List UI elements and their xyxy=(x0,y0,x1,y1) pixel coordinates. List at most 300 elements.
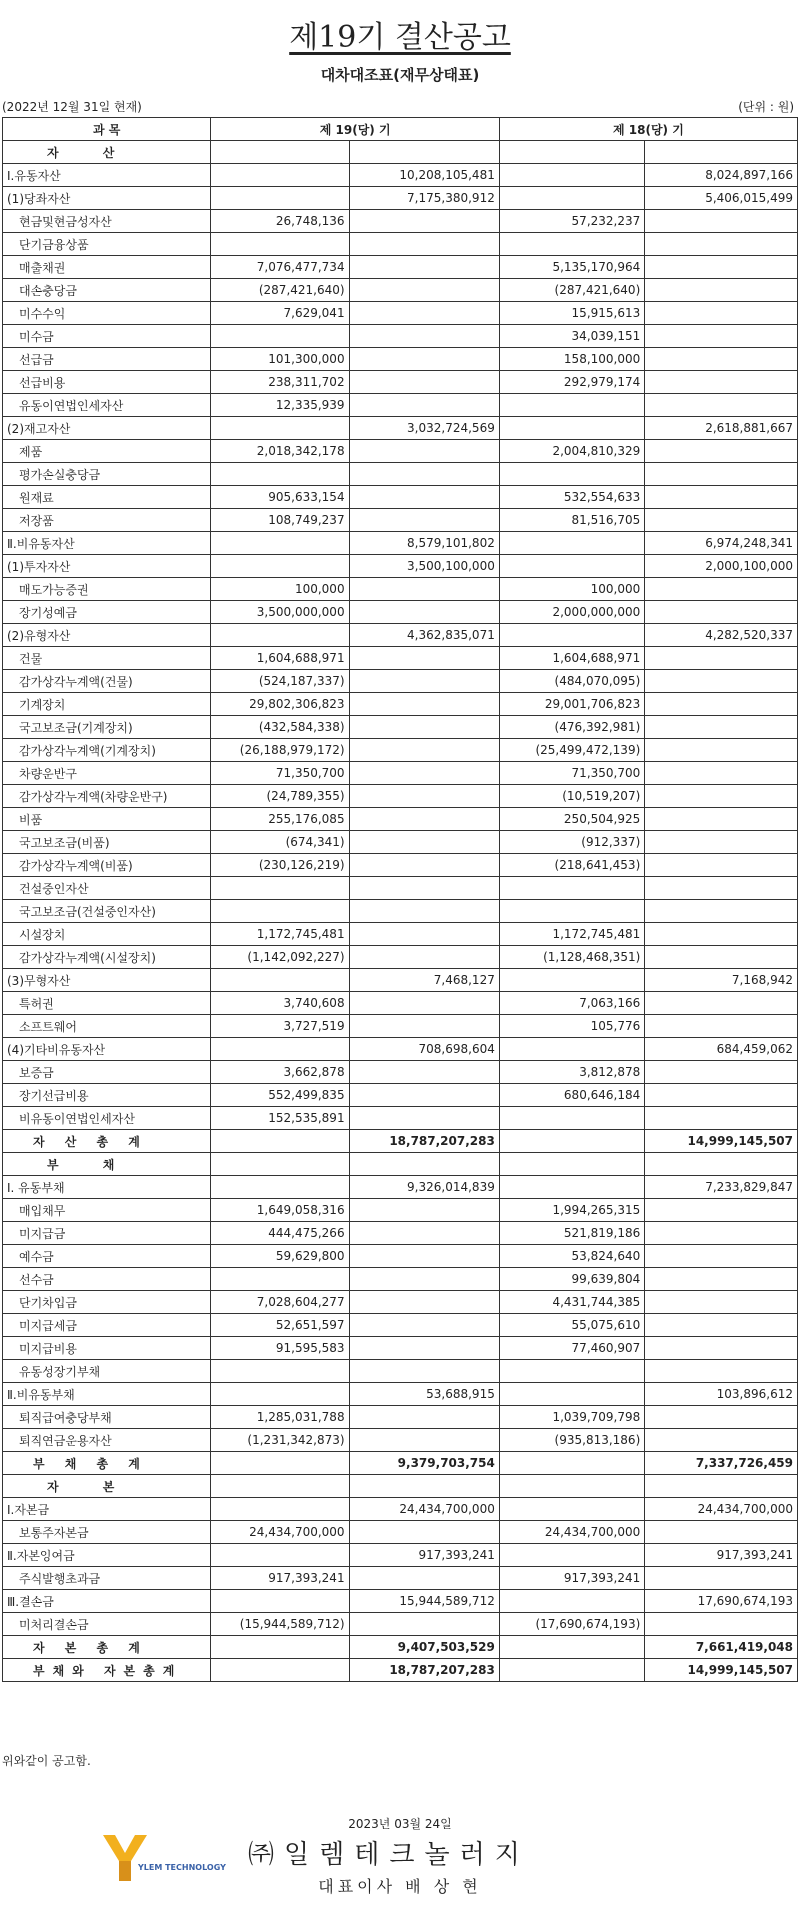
table-header-row xyxy=(3,118,798,141)
table-row xyxy=(3,1153,798,1176)
row-label: 차량운반구 xyxy=(3,762,211,785)
table-row xyxy=(3,486,798,509)
current-item-amount: 1,172,745,481 xyxy=(211,923,349,946)
current-subtotal-amount xyxy=(349,647,499,670)
document-subtitle: 대차대조표(재무상태표) xyxy=(320,66,480,84)
previous-subtotal-amount xyxy=(645,716,798,739)
publication-date: 2023년 03월 24일 xyxy=(348,1817,452,1831)
previous-subtotal-amount xyxy=(645,1406,798,1429)
current-subtotal-amount xyxy=(349,601,499,624)
previous-item-amount xyxy=(499,164,644,187)
previous-item-amount: 99,639,804 xyxy=(499,1268,644,1291)
previous-item-amount: 15,915,613 xyxy=(499,302,644,325)
current-item-amount: 3,740,608 xyxy=(211,992,349,1015)
table-row xyxy=(3,164,798,187)
table-row xyxy=(3,1245,798,1268)
current-subtotal-amount xyxy=(349,1222,499,1245)
current-subtotal-amount xyxy=(349,670,499,693)
previous-item-amount: 53,824,640 xyxy=(499,1245,644,1268)
previous-subtotal-amount xyxy=(645,233,798,256)
previous-subtotal-amount xyxy=(645,693,798,716)
current-item-amount: 255,176,085 xyxy=(211,808,349,831)
current-item-amount xyxy=(211,1659,349,1682)
current-item-amount: 108,749,237 xyxy=(211,509,349,532)
current-subtotal-amount xyxy=(349,1107,499,1130)
previous-subtotal-amount xyxy=(645,1337,798,1360)
current-subtotal-amount xyxy=(349,1084,499,1107)
table-row xyxy=(3,808,798,831)
current-subtotal-amount: 708,698,604 xyxy=(349,1038,499,1061)
row-label: 감가상각누계액(기계장치) xyxy=(3,739,211,762)
row-label: 자 본 총 계 xyxy=(3,1636,211,1659)
current-item-amount: (432,584,338) xyxy=(211,716,349,739)
current-item-amount: (524,187,337) xyxy=(211,670,349,693)
current-item-amount: 91,595,583 xyxy=(211,1337,349,1360)
previous-subtotal-amount xyxy=(645,601,798,624)
table-row xyxy=(3,1659,798,1682)
balance-sheet-table xyxy=(2,117,798,1682)
table-row xyxy=(3,946,798,969)
current-subtotal-amount xyxy=(349,716,499,739)
previous-item-amount: 24,434,700,000 xyxy=(499,1521,644,1544)
cell-empty xyxy=(349,1475,499,1498)
previous-item-amount xyxy=(499,900,644,923)
previous-item-amount: 29,001,706,823 xyxy=(499,693,644,716)
current-item-amount: 444,475,266 xyxy=(211,1222,349,1245)
table-row xyxy=(3,1498,798,1521)
previous-subtotal-amount: 103,896,612 xyxy=(645,1383,798,1406)
previous-subtotal-amount xyxy=(645,210,798,233)
previous-subtotal-amount xyxy=(645,808,798,831)
previous-item-amount: (484,070,095) xyxy=(499,670,644,693)
table-row xyxy=(3,877,798,900)
table-row xyxy=(3,1406,798,1429)
current-subtotal-amount xyxy=(349,946,499,969)
current-subtotal-amount: 9,407,503,529 xyxy=(349,1636,499,1659)
previous-subtotal-amount xyxy=(645,670,798,693)
current-item-amount xyxy=(211,532,349,555)
previous-subtotal-amount xyxy=(645,1567,798,1590)
row-label: 국고보조금(건설중인자산) xyxy=(3,900,211,923)
current-subtotal-amount xyxy=(349,1567,499,1590)
current-subtotal-amount xyxy=(349,1268,499,1291)
row-label: 부채와 자본총계 xyxy=(3,1659,211,1682)
current-item-amount xyxy=(211,417,349,440)
row-label: 감가상각누계액(건물) xyxy=(3,670,211,693)
previous-item-amount xyxy=(499,463,644,486)
previous-subtotal-amount xyxy=(645,647,798,670)
current-subtotal-amount xyxy=(349,325,499,348)
previous-item-amount xyxy=(499,1636,644,1659)
previous-item-amount: (25,499,472,139) xyxy=(499,739,644,762)
current-item-amount: 52,651,597 xyxy=(211,1314,349,1337)
current-item-amount: 1,649,058,316 xyxy=(211,1199,349,1222)
current-subtotal-amount xyxy=(349,1199,499,1222)
document-title: 제19기 결산공고 xyxy=(289,20,511,55)
previous-item-amount: 3,812,878 xyxy=(499,1061,644,1084)
current-subtotal-amount xyxy=(349,877,499,900)
cell-empty xyxy=(211,141,349,164)
current-item-amount xyxy=(211,1590,349,1613)
current-subtotal-amount: 18,787,207,283 xyxy=(349,1659,499,1682)
table-row xyxy=(3,762,798,785)
previous-subtotal-amount xyxy=(645,946,798,969)
row-label: 미처리결손금 xyxy=(3,1613,211,1636)
row-label: Ⅱ.자본잉여금 xyxy=(3,1544,211,1567)
row-label: 단기차입금 xyxy=(3,1291,211,1314)
previous-item-amount: (287,421,640) xyxy=(499,279,644,302)
previous-item-amount xyxy=(499,1590,644,1613)
table-row xyxy=(3,325,798,348)
previous-item-amount: 917,393,241 xyxy=(499,1567,644,1590)
previous-subtotal-amount xyxy=(645,1613,798,1636)
current-item-amount xyxy=(211,969,349,992)
section-label: 부 채 xyxy=(3,1153,211,1176)
table-row xyxy=(3,440,798,463)
previous-item-amount: 34,039,151 xyxy=(499,325,644,348)
row-label: Ⅱ.비유동자산 xyxy=(3,532,211,555)
current-subtotal-amount: 9,326,014,839 xyxy=(349,1176,499,1199)
table-row xyxy=(3,1199,798,1222)
cell-empty xyxy=(645,1475,798,1498)
previous-item-amount xyxy=(499,1176,644,1199)
row-label: (3)무형자산 xyxy=(3,969,211,992)
previous-subtotal-amount xyxy=(645,739,798,762)
current-item-amount: 59,629,800 xyxy=(211,1245,349,1268)
previous-item-amount: 7,063,166 xyxy=(499,992,644,1015)
previous-subtotal-amount: 684,459,062 xyxy=(645,1038,798,1061)
table-row xyxy=(3,1268,798,1291)
table-row xyxy=(3,992,798,1015)
current-subtotal-amount xyxy=(349,233,499,256)
current-item-amount: 552,499,835 xyxy=(211,1084,349,1107)
previous-subtotal-amount: 6,974,248,341 xyxy=(645,532,798,555)
current-item-amount: 12,335,939 xyxy=(211,394,349,417)
current-subtotal-amount: 15,944,589,712 xyxy=(349,1590,499,1613)
row-label: 비품 xyxy=(3,808,211,831)
cell-empty xyxy=(499,141,644,164)
current-subtotal-amount xyxy=(349,1360,499,1383)
previous-item-amount: 55,075,610 xyxy=(499,1314,644,1337)
current-item-amount: 26,748,136 xyxy=(211,210,349,233)
row-label: 기계장치 xyxy=(3,693,211,716)
previous-subtotal-amount xyxy=(645,394,798,417)
row-label: 유동이연법인세자산 xyxy=(3,394,211,417)
row-label: 미수금 xyxy=(3,325,211,348)
row-label: 선급비용 xyxy=(3,371,211,394)
announcement-note: 위와같이 공고함. xyxy=(2,1754,91,1768)
previous-item-amount xyxy=(499,417,644,440)
previous-item-amount xyxy=(499,1107,644,1130)
current-item-amount xyxy=(211,900,349,923)
previous-subtotal-amount: 8,024,897,166 xyxy=(645,164,798,187)
table-row xyxy=(3,670,798,693)
current-item-amount: 101,300,000 xyxy=(211,348,349,371)
previous-subtotal-amount xyxy=(645,1314,798,1337)
previous-subtotal-amount xyxy=(645,923,798,946)
current-item-amount: 1,285,031,788 xyxy=(211,1406,349,1429)
current-item-amount xyxy=(211,1268,349,1291)
cell-empty xyxy=(645,1153,798,1176)
table-row xyxy=(3,1636,798,1659)
previous-item-amount: 57,232,237 xyxy=(499,210,644,233)
previous-subtotal-amount xyxy=(645,256,798,279)
previous-subtotal-amount: 917,393,241 xyxy=(645,1544,798,1567)
row-label: 보증금 xyxy=(3,1061,211,1084)
report-date: (2022년 12월 31일 현재) xyxy=(2,100,142,114)
current-item-amount: 3,500,000,000 xyxy=(211,601,349,624)
current-subtotal-amount xyxy=(349,831,499,854)
balance-sheet-body xyxy=(3,118,798,1682)
previous-item-amount: 532,554,633 xyxy=(499,486,644,509)
table-row xyxy=(3,923,798,946)
table-row xyxy=(3,1176,798,1199)
current-item-amount: 3,662,878 xyxy=(211,1061,349,1084)
current-subtotal-amount xyxy=(349,440,499,463)
previous-item-amount: (17,690,674,193) xyxy=(499,1613,644,1636)
cell-empty xyxy=(211,1475,349,1498)
previous-subtotal-amount xyxy=(645,1521,798,1544)
current-item-amount xyxy=(211,1452,349,1475)
previous-item-amount xyxy=(499,233,644,256)
ceo-name: 대표이사 배 상 현 xyxy=(318,1877,482,1896)
row-label: 국고보조금(기계장치) xyxy=(3,716,211,739)
cell-empty xyxy=(349,1153,499,1176)
previous-item-amount xyxy=(499,624,644,647)
unit-label: (단위 : 원) xyxy=(738,100,794,114)
current-item-amount: 7,028,604,277 xyxy=(211,1291,349,1314)
previous-item-amount xyxy=(499,1360,644,1383)
current-item-amount xyxy=(211,187,349,210)
table-row xyxy=(3,1613,798,1636)
current-subtotal-amount xyxy=(349,1061,499,1084)
current-item-amount xyxy=(211,233,349,256)
row-label: 장기성예금 xyxy=(3,601,211,624)
previous-subtotal-amount: 5,406,015,499 xyxy=(645,187,798,210)
current-item-amount: 29,802,306,823 xyxy=(211,693,349,716)
header-previous-period: 제 18(당) 기 xyxy=(499,118,797,141)
cell-empty xyxy=(349,141,499,164)
previous-item-amount: 4,431,744,385 xyxy=(499,1291,644,1314)
previous-item-amount xyxy=(499,187,644,210)
current-item-amount: 152,535,891 xyxy=(211,1107,349,1130)
current-item-amount: (26,188,979,172) xyxy=(211,739,349,762)
current-subtotal-amount xyxy=(349,302,499,325)
previous-subtotal-amount xyxy=(645,877,798,900)
current-subtotal-amount xyxy=(349,1406,499,1429)
current-item-amount: (230,126,219) xyxy=(211,854,349,877)
previous-item-amount: (1,128,468,351) xyxy=(499,946,644,969)
current-subtotal-amount xyxy=(349,1314,499,1337)
table-row xyxy=(3,1291,798,1314)
section-label: 자 본 xyxy=(3,1475,211,1498)
row-label: 예수금 xyxy=(3,1245,211,1268)
cell-empty xyxy=(499,1153,644,1176)
current-item-amount: 3,727,519 xyxy=(211,1015,349,1038)
current-subtotal-amount xyxy=(349,762,499,785)
previous-item-amount xyxy=(499,394,644,417)
previous-subtotal-amount xyxy=(645,1291,798,1314)
row-label: 감가상각누계액(비품) xyxy=(3,854,211,877)
row-label: 자 산 총 계 xyxy=(3,1130,211,1153)
current-subtotal-amount: 3,500,100,000 xyxy=(349,555,499,578)
table-row xyxy=(3,1360,798,1383)
previous-item-amount xyxy=(499,1544,644,1567)
previous-item-amount xyxy=(499,1452,644,1475)
previous-subtotal-amount xyxy=(645,1015,798,1038)
current-subtotal-amount: 18,787,207,283 xyxy=(349,1130,499,1153)
row-label: Ⅰ.자본금 xyxy=(3,1498,211,1521)
row-label: 선급금 xyxy=(3,348,211,371)
row-label: 비유동이연법인세자산 xyxy=(3,1107,211,1130)
row-label: (2)유형자산 xyxy=(3,624,211,647)
table-row xyxy=(3,1130,798,1153)
current-subtotal-amount xyxy=(349,1521,499,1544)
previous-item-amount: 521,819,186 xyxy=(499,1222,644,1245)
current-subtotal-amount xyxy=(349,923,499,946)
previous-subtotal-amount xyxy=(645,1107,798,1130)
previous-subtotal-amount xyxy=(645,279,798,302)
table-row xyxy=(3,1452,798,1475)
previous-subtotal-amount xyxy=(645,1360,798,1383)
row-label: 부 채 총 계 xyxy=(3,1452,211,1475)
table-row xyxy=(3,785,798,808)
header-item: 과 목 xyxy=(3,118,211,141)
previous-item-amount xyxy=(499,1659,644,1682)
current-subtotal-amount: 24,434,700,000 xyxy=(349,1498,499,1521)
previous-subtotal-amount xyxy=(645,371,798,394)
current-item-amount xyxy=(211,164,349,187)
row-label: (1)당좌자산 xyxy=(3,187,211,210)
current-subtotal-amount xyxy=(349,1291,499,1314)
table-row xyxy=(3,417,798,440)
current-item-amount xyxy=(211,1130,349,1153)
table-row xyxy=(3,1521,798,1544)
current-item-amount: (24,789,355) xyxy=(211,785,349,808)
previous-subtotal-amount: 7,233,829,847 xyxy=(645,1176,798,1199)
table-row xyxy=(3,1314,798,1337)
row-label: 소프트웨어 xyxy=(3,1015,211,1038)
previous-item-amount xyxy=(499,1038,644,1061)
table-row xyxy=(3,693,798,716)
row-label: 미지급비용 xyxy=(3,1337,211,1360)
row-label: 원재료 xyxy=(3,486,211,509)
previous-item-amount: 1,604,688,971 xyxy=(499,647,644,670)
table-row xyxy=(3,1475,798,1498)
table-row xyxy=(3,1084,798,1107)
previous-item-amount: 81,516,705 xyxy=(499,509,644,532)
current-item-amount: (1,231,342,873) xyxy=(211,1429,349,1452)
previous-subtotal-amount xyxy=(645,325,798,348)
current-subtotal-amount xyxy=(349,1613,499,1636)
row-label: 제품 xyxy=(3,440,211,463)
current-subtotal-amount: 7,468,127 xyxy=(349,969,499,992)
current-item-amount: (674,341) xyxy=(211,831,349,854)
previous-item-amount: 250,504,925 xyxy=(499,808,644,831)
row-label: 대손충당금 xyxy=(3,279,211,302)
row-label: 특허권 xyxy=(3,992,211,1015)
previous-subtotal-amount xyxy=(645,463,798,486)
current-item-amount xyxy=(211,463,349,486)
row-label: 선수금 xyxy=(3,1268,211,1291)
table-row xyxy=(3,348,798,371)
current-item-amount xyxy=(211,1636,349,1659)
previous-subtotal-amount xyxy=(645,831,798,854)
previous-item-amount: (912,337) xyxy=(499,831,644,854)
previous-item-amount: (218,641,453) xyxy=(499,854,644,877)
row-label: 퇴직연금운용자산 xyxy=(3,1429,211,1452)
row-label: 매도가능증권 xyxy=(3,578,211,601)
table-row xyxy=(3,831,798,854)
row-label: 건설중인자산 xyxy=(3,877,211,900)
current-item-amount: (15,944,589,712) xyxy=(211,1613,349,1636)
current-subtotal-amount xyxy=(349,693,499,716)
previous-item-amount: 5,135,170,964 xyxy=(499,256,644,279)
current-item-amount: 7,629,041 xyxy=(211,302,349,325)
current-item-amount xyxy=(211,555,349,578)
row-label: 유동성장기부채 xyxy=(3,1360,211,1383)
row-label: 단기금융상품 xyxy=(3,233,211,256)
table-row xyxy=(3,1222,798,1245)
current-subtotal-amount xyxy=(349,739,499,762)
previous-subtotal-amount: 7,661,419,048 xyxy=(645,1636,798,1659)
previous-subtotal-amount xyxy=(645,762,798,785)
row-label: 건물 xyxy=(3,647,211,670)
previous-subtotal-amount xyxy=(645,578,798,601)
previous-subtotal-amount xyxy=(645,854,798,877)
current-item-amount xyxy=(211,877,349,900)
table-row xyxy=(3,1383,798,1406)
current-subtotal-amount: 917,393,241 xyxy=(349,1544,499,1567)
current-item-amount: 917,393,241 xyxy=(211,1567,349,1590)
current-item-amount xyxy=(211,1383,349,1406)
previous-subtotal-amount: 14,999,145,507 xyxy=(645,1659,798,1682)
previous-item-amount: 680,646,184 xyxy=(499,1084,644,1107)
current-item-amount xyxy=(211,325,349,348)
table-row xyxy=(3,233,798,256)
current-item-amount: 905,633,154 xyxy=(211,486,349,509)
previous-subtotal-amount: 7,168,942 xyxy=(645,969,798,992)
current-item-amount: 24,434,700,000 xyxy=(211,1521,349,1544)
table-row xyxy=(3,141,798,164)
table-row xyxy=(3,555,798,578)
table-row xyxy=(3,969,798,992)
row-label: 국고보조금(비품) xyxy=(3,831,211,854)
row-label: (4)기타비유동자산 xyxy=(3,1038,211,1061)
current-item-amount xyxy=(211,1360,349,1383)
table-row xyxy=(3,279,798,302)
current-subtotal-amount xyxy=(349,348,499,371)
current-item-amount xyxy=(211,624,349,647)
current-item-amount xyxy=(211,1498,349,1521)
row-label: 미지급세금 xyxy=(3,1314,211,1337)
section-label: 자 산 xyxy=(3,141,211,164)
table-row xyxy=(3,463,798,486)
previous-item-amount: 292,979,174 xyxy=(499,371,644,394)
previous-item-amount xyxy=(499,532,644,555)
row-label: Ⅲ.결손금 xyxy=(3,1590,211,1613)
previous-item-amount: 71,350,700 xyxy=(499,762,644,785)
cell-empty xyxy=(211,1153,349,1176)
previous-item-amount: 158,100,000 xyxy=(499,348,644,371)
current-subtotal-amount xyxy=(349,992,499,1015)
current-item-amount: (287,421,640) xyxy=(211,279,349,302)
table-row xyxy=(3,1590,798,1613)
current-subtotal-amount xyxy=(349,371,499,394)
previous-item-amount: 77,460,907 xyxy=(499,1337,644,1360)
previous-subtotal-amount xyxy=(645,1199,798,1222)
table-row xyxy=(3,1567,798,1590)
